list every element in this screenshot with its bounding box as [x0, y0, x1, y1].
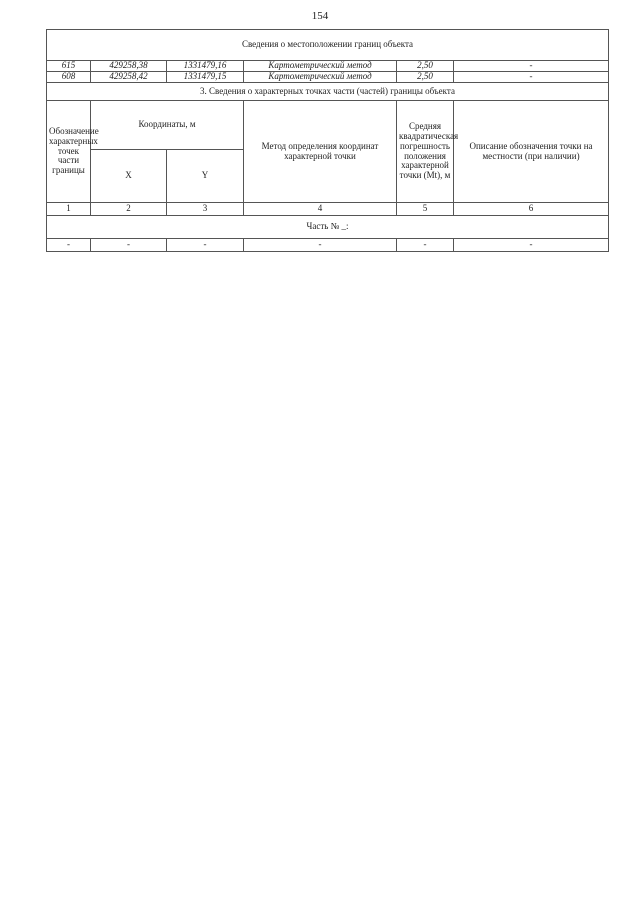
point-number: 615 — [47, 61, 91, 72]
header-method: Метод определения координат характерной точки — [244, 101, 397, 203]
column-number: 6 — [454, 203, 609, 216]
coord-y: 1331479,15 — [167, 72, 244, 83]
header-point-designation: Обозначение характерных точек части границы — [47, 101, 91, 203]
page-number: 154 — [311, 10, 329, 22]
header-x: X — [91, 150, 167, 203]
header-coordinates: Координаты, м — [91, 101, 244, 150]
section3-title: 3. Сведения о характерных точках части (частей) границы объекта — [47, 83, 609, 101]
method: Картометрический метод — [244, 61, 397, 72]
rms-error: 2,50 — [397, 61, 454, 72]
section-title: Сведения о местоположении границ объекта — [47, 30, 609, 61]
table-row — [47, 61, 609, 72]
column-number: 2 — [91, 203, 167, 216]
coord-x: 429258,38 — [91, 61, 167, 72]
coord-x: 429258,42 — [91, 72, 167, 83]
coord-y: 1331479,16 — [167, 61, 244, 72]
empty-cell: - — [91, 239, 167, 252]
empty-cell: - — [397, 239, 454, 252]
part-label: Часть № _: — [47, 216, 609, 239]
description: - — [454, 61, 609, 72]
rms-error: 2,50 — [397, 72, 454, 83]
method: Картометрический метод — [244, 72, 397, 83]
table-row — [47, 72, 609, 83]
empty-cell: - — [244, 239, 397, 252]
boundary-table — [46, 29, 609, 252]
column-number: 3 — [167, 203, 244, 216]
empty-cell: - — [454, 239, 609, 252]
header-description: Описание обозначения точки на местности (при наличии) — [454, 101, 609, 203]
table-row — [47, 239, 609, 252]
column-number: 4 — [244, 203, 397, 216]
column-numbers-row — [47, 203, 609, 216]
header-y: Y — [167, 150, 244, 203]
empty-cell: - — [47, 239, 91, 252]
column-number: 5 — [397, 203, 454, 216]
point-number: 608 — [47, 72, 91, 83]
column-number: 1 — [47, 203, 91, 216]
description: - — [454, 72, 609, 83]
empty-cell: - — [167, 239, 244, 252]
header-rms-error: Средняя квадратическая погрешность положения характерной точки (Мt), м — [397, 101, 454, 203]
